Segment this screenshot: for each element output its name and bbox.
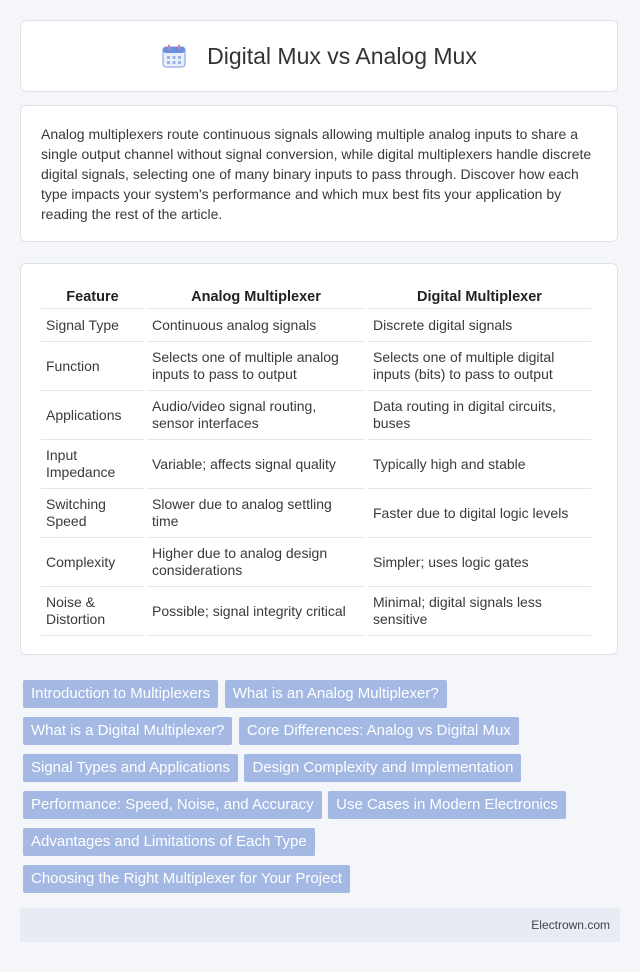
link-use-cases[interactable]: Use Cases in Modern Electronics (328, 791, 566, 819)
digital-cell: Simpler; uses logic gates (368, 538, 591, 587)
digital-cell: Data routing in digital circuits, buses (368, 391, 591, 440)
feature-cell: Input Impedance (41, 440, 144, 489)
digital-cell: Faster due to digital logic levels (368, 489, 591, 538)
analog-cell: Selects one of multiple analog inputs to pass to output (147, 342, 365, 391)
table-row (41, 309, 591, 342)
table-row (41, 440, 591, 489)
link-signal-types[interactable]: Signal Types and Applications (23, 754, 238, 782)
footer (20, 908, 620, 942)
intro-text: Analog multiplexers route continuous signals allowing multiple analog inputs to share a single output channel without signal conversion, while digital multiplexers handle discrete digital signals, selecting one of many binary inputs to pass through. Discover how each type impacts your system's performance and which mux best fits your application by reading the rest of the article. (41, 126, 592, 222)
analog-cell: Audio/video signal routing, sensor interfaces (147, 391, 365, 440)
link-introduction[interactable]: Introduction to Multiplexers (23, 680, 218, 708)
feature-cell: Applications (41, 391, 144, 440)
link-digital-mux[interactable]: What is a Digital Multiplexer? (23, 717, 232, 745)
article-section-links (23, 680, 623, 902)
digital-cell: Typically high and stable (368, 440, 591, 489)
link-analog-mux[interactable]: What is an Analog Multiplexer? (225, 680, 447, 708)
feature-cell: Function (41, 342, 144, 391)
analog-cell: Higher due to analog design considerations (147, 538, 365, 587)
analog-cell: Variable; affects signal quality (147, 440, 365, 489)
analog-cell: Slower due to analog settling time (147, 489, 365, 538)
link-choosing[interactable]: Choosing the Right Multiplexer for Your Project (23, 865, 350, 893)
analog-cell: Possible; signal integrity critical (147, 587, 365, 636)
calendar-grid-icon (161, 43, 187, 69)
column-header-digital: Digital Multiplexer (368, 286, 591, 309)
intro-card (20, 105, 618, 242)
feature-cell: Complexity (41, 538, 144, 587)
comparison-table (38, 286, 594, 636)
digital-cell: Discrete digital signals (368, 309, 591, 342)
footer-site-name[interactable]: Electrown.com (531, 918, 610, 932)
table-row (41, 538, 591, 587)
digital-cell: Selects one of multiple digital inputs (bits) to pass to output (368, 342, 591, 391)
column-header-feature: Feature (41, 286, 144, 309)
table-row (41, 391, 591, 440)
table-row (41, 587, 591, 636)
link-performance[interactable]: Performance: Speed, Noise, and Accuracy (23, 791, 322, 819)
feature-cell: Noise & Distortion (41, 587, 144, 636)
comparison-table-card (20, 263, 618, 655)
table-row (41, 342, 591, 391)
link-advantages[interactable]: Advantages and Limitations of Each Type (23, 828, 315, 856)
feature-cell: Signal Type (41, 309, 144, 342)
table-row (41, 489, 591, 538)
feature-cell: Switching Speed (41, 489, 144, 538)
column-header-analog: Analog Multiplexer (147, 286, 365, 309)
link-core-differences[interactable]: Core Differences: Analog vs Digital Mux (239, 717, 519, 745)
page-title: Digital Mux vs Analog Mux (207, 42, 477, 69)
title-card (20, 20, 618, 92)
analog-cell: Continuous analog signals (147, 309, 365, 342)
digital-cell: Minimal; digital signals less sensitive (368, 587, 591, 636)
link-design-complexity[interactable]: Design Complexity and Implementation (244, 754, 521, 782)
